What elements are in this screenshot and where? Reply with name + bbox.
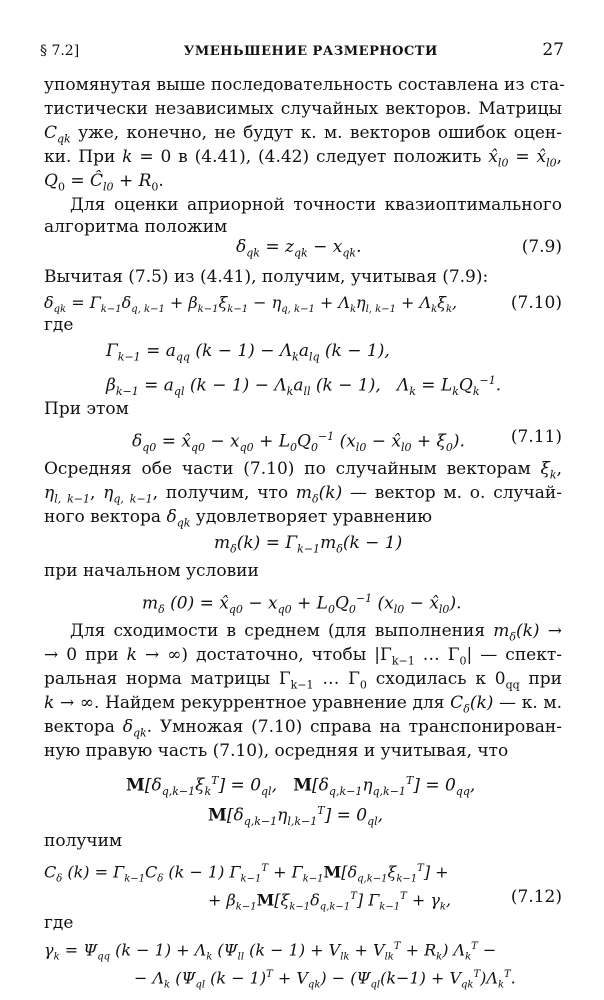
equation-gamma-k-line2: − $\Lambda_k$ ($\Psi_{ql}$ $(k - 1)^T + V_{qk}) - (\Psi_{ql}(k-1) + V_{qk}^T)\Lambda_k^T$. (134, 968, 516, 991)
section-ref: § 7.2] (40, 43, 80, 59)
equation-number: (7.9) (521, 237, 562, 257)
page-number: 27 (542, 40, 564, 60)
text-line: k → ∞. Найдем рекуррентное уравнение для $C_\delta(k)$ — к. м. (44, 693, 562, 716)
text-line: Для сходимости в среднем (для выполнения $m_\delta(k)$ → (70, 621, 562, 644)
text-line: вектора $\delta_{qk}$. Умножая (7.10) справа на транспонирован- (44, 717, 562, 740)
equation-gamma-k-line1: $\gamma_k = \Psi_{qq}$ $(k - 1) + \Lambda_k$ ($\Psi_{ll}$ $(k - 1) + V_{lk} + V_{lk}^T + R_k$) $\Lambda_k^T$ − (44, 940, 497, 963)
equation-gamma: $\Gamma_{k-1} = a_{qq}$ $(k - 1) - \Lambda_ka_{lq}$ (k − 1), (106, 341, 390, 364)
text-line: $C_{qk}$ уже, конечно, не будут к. м. векторов ошибок оцен- (44, 123, 562, 146)
text-line: $\eta_{l, k-1}$, $\eta_{q, k-1}$, получим, что $m_\delta(k)$ — вектор м. о. случай- (44, 483, 562, 506)
running-title: УМЕНЬШЕНИЕ РАЗМЕРНОСТИ (183, 44, 438, 59)
equation-7-12-line1: $C_\delta$ $(k) = \Gamma_{k-1}C_\delta$ (k − 1) $\Gamma_{k-1}^T + \Gamma_{k-1}M[\delta_{q,k-1}\xi_{k-1}^T]$ + (44, 862, 449, 885)
equation-7-12-line2: + $\beta_{k-1}M[\xi_{k-1}\delta_{q,k-1}^T] \Gamma_{k-1}^T + \gamma_k$, (208, 890, 452, 913)
text-line: $Q_0$ = $Ĉ_{l0} + R_0$. (44, 171, 164, 194)
equation-expectation-2: $M[\delta_{q,k-1}\eta_{l,k-1}^T] = 0_{ql}$, (208, 804, 384, 829)
text-line: ральная норма матрицы $\Gamma_{k-1}$ … $\Gamma_0$ сходилась к $0_{qq}$ при (44, 669, 562, 692)
equation-initial: $m_\delta$ $(0) = x̂_{q0} - x_{q0} + L_0Q_0^{-1}$ ($x_{l0}$ − $x̂_{l0}$). (142, 592, 462, 617)
text-line: При этом (44, 399, 129, 419)
text-line: ки. При k = 0 в (4.41), (4.42) следует положить $x̂_{l0}$ = $x̂_{l0}$, (44, 147, 562, 170)
text-line: где (44, 913, 74, 933)
text-line: получим (44, 831, 123, 851)
text-line: алгоритма положим (44, 217, 228, 237)
text-line: упомянутая выше последовательность составлена из ста- (44, 75, 565, 95)
equation-beta: $\beta_{k-1} = a_{ql}$ $(k - 1) - \Lambda_ka_{ll}$ (k − 1), $\Lambda_k = L_kQ_k^{-1}$. (106, 374, 502, 399)
text-line: тистически независимых случайных векторов. Матрицы (44, 99, 562, 119)
equation-number: (7.10) (510, 293, 562, 313)
text-line: Вычитая (7.5) из (4.41), получим, учитывая (7.9): (44, 267, 489, 287)
page-header (40, 40, 564, 60)
equation-7-11: $\delta_{q0}$ = $x̂_{q0} - x_{q0} + L_0Q_0^{-1}$ ($x_{l0}$ − $x̂_{l0} + \xi_0$). (132, 430, 465, 455)
text-line: → 0 при k → ∞) достаточно, чтобы $|\Gamma_{k-1}$ … $\Gamma_0|$ — спект- (44, 645, 562, 668)
text-line: при начальном условии (44, 561, 259, 581)
equation-number: (7.11) (510, 427, 562, 447)
equation-7-10: $\delta_{qk} = \Gamma_{k-1}\delta_{q, k-1} + \beta_{k-1}\xi_{k-1} - \eta_{q, k-1} + \Lambda_k\eta_{l, k-1} + \Lambda_k\xi_k$, (44, 293, 458, 316)
equation-number: (7.12) (510, 887, 562, 907)
text-line: ную правую часть (7.10), осредняя и учитывая, что (44, 741, 509, 761)
equation-expectation-1: $M[\delta_{q,k-1}\xi_k^T] = 0_{ql}$, $M[\delta_{q,k-1}\eta_{q,k-1}^T] = 0_{qq}$, (126, 774, 476, 799)
text-line: Осредняя обе части (7.10) по случайным векторам $\xi_k$, (44, 459, 562, 482)
text-line: где (44, 315, 74, 335)
equation-7-9: $\delta_{qk} = z_{qk} - x_{qk}$. (236, 237, 362, 260)
text-line: ного вектора $\delta_{qk}$ удовлетворяет уравнению (44, 507, 433, 530)
text-line: Для оценки априорной точности квазиоптимального (70, 195, 562, 215)
equation-mean: $m_\delta(k) = \Gamma_{k-1}m_\delta(k - 1)$ (214, 533, 403, 556)
